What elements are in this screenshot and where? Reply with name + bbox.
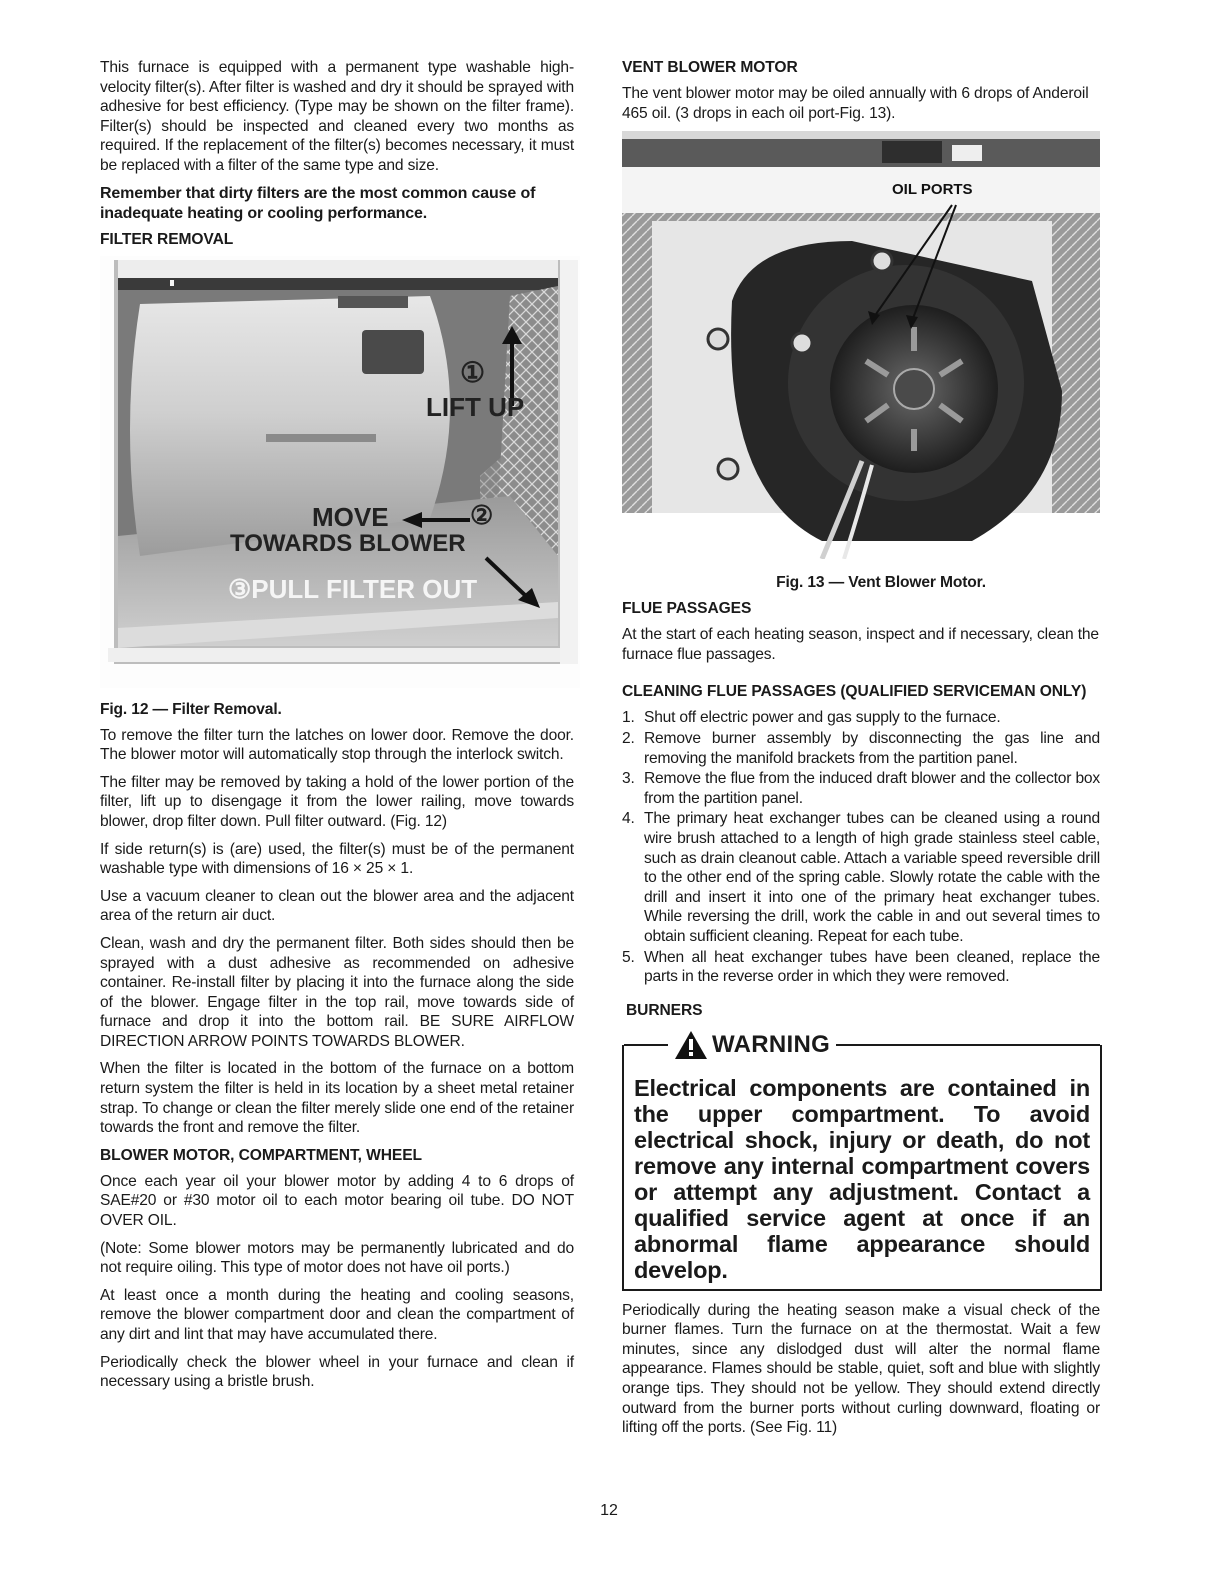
remove-filter-paragraph: To remove the filter turn the latches on lower door. Remove the door. The blower motor will automatically stop through the interlock switch. <box>100 726 574 764</box>
warning-triangle-icon <box>674 1030 708 1060</box>
figure-13-vent-blower-photo <box>622 131 1102 559</box>
step-text: When all heat exchanger tubes have been cleaned, replace the parts in the reverse order in which they were removed. <box>644 948 1100 986</box>
step-text: The primary heat exchanger tubes can be cleaned using a round wire brush attached to a length of high grade stainless steel cable, such as drain cleanout cable. Attach a variable speed reversible drill to the other end of the spring cable. Slowly rotate the cable with the drill and insert it into one of the primary heat exchanger tubes. While reversing the drill, work the cable in and out several times to obtain sufficient cleaning. Repeat for each tube. <box>644 810 1100 945</box>
pull-filter-out-label: ③PULL FILTER OUT <box>228 573 478 604</box>
page-number: 12 <box>600 1502 618 1519</box>
compartment-cleaning-paragraph: At least once a month during the heating and cooling seasons, remove the blower compartment door and clean the compartment of any dirt and lint that may have accumulated there. <box>100 1286 574 1343</box>
step-number: 2. <box>622 729 635 747</box>
blower-motor-heading: BLOWER MOTOR, COMPARTMENT, WHEEL <box>100 1146 422 1164</box>
burner-flames-paragraph: Periodically during the heating season make a visual check of the burner flames. Turn the furnace on at the thermostat. Wait a few minutes, since any dislodged dust will alter the normal flame appearance. Flames should be stable, quiet, soft and blue with slightly orange tips. They should not be yellow. They should extend directly outward from the burner ports without curling downward, floating or lifting off the ports. (See Fig. 11) <box>622 1301 1100 1437</box>
lubrication-note-paragraph: (Note: Some blower motors may be permanently lubricated and do not require oiling. This type of motor does not have oil ports.) <box>100 1239 574 1277</box>
list-item <box>622 708 1100 728</box>
warning-header <box>624 1031 1100 1059</box>
step-number: 4. <box>622 810 635 828</box>
list-item <box>622 809 1100 946</box>
right-column <box>622 58 1100 1446</box>
filter-intro-paragraph: This furnace is equipped with a permanent type washable high-velocity filter(s). After filter is washed and dry it should be sprayed with adhesive for best efficiency. (Type may be shown on the filter frame). Filter(s) should be inspected and cleaned every two months as required. If the replacement of the filter(s) becomes necessary, it must be replaced with a filter of the same type and size. <box>100 59 574 174</box>
filter-lift-paragraph: The filter may be removed by taking a hold of the lower portion of the filter, lift up to disengage it from the lower railing, move towards blower, drop filter down. Pull filter outward. (Fig. 12) <box>100 773 574 830</box>
step-text: Shut off electric power and gas supply to the furnace. <box>644 709 1001 727</box>
oil-ports-label: OIL PORTS <box>892 181 973 199</box>
clean-filter-paragraph: Clean, wash and dry the permanent filter. Both sides should then be sprayed with a dust adhesive as recommended on adhesive container. Re-install filter by placing it into the furnace along the side of the blower. Engage filter in the top rail, move towards side of furnace and drop it into the bottom rail. BE SURE AIRFLOW DIRECTION ARROW POINTS TOWARDS BLOWER. <box>100 934 574 1050</box>
figure-12-caption: Fig. 12 — Filter Removal. <box>100 700 282 718</box>
cleaning-steps-list <box>622 708 1100 986</box>
figure-12-filter-removal-photo <box>100 256 580 688</box>
warning-rule-right <box>836 1044 1100 1046</box>
burners-heading: BURNERS <box>626 1001 703 1019</box>
step-number: 3. <box>622 770 635 788</box>
step-number: 1. <box>622 709 635 727</box>
vacuum-paragraph: Use a vacuum cleaner to clean out the blower area and the adjacent area of the return air duct. <box>100 887 574 925</box>
bottom-return-paragraph: When the filter is located in the bottom of the furnace on a bottom return system the filter is held in its location by a sheet metal retainer strap. To change or clean the filter merely slide one end of the retainer towards the front and remove the filter. <box>100 1060 574 1137</box>
warning-title-text: WARNING <box>712 1030 831 1058</box>
vent-blower-illustration <box>622 131 1102 559</box>
left-column <box>100 58 574 1400</box>
warning-rule-left <box>624 1044 668 1046</box>
filter-removal-heading: FILTER REMOVAL <box>100 230 234 248</box>
warning-title <box>668 1030 836 1060</box>
step-number: 5. <box>622 948 635 966</box>
lift-up-label: LIFT UP <box>426 391 525 422</box>
cleaning-flue-heading: CLEANING FLUE PASSAGES (QUALIFIED SERVICEMAN ONLY) <box>622 683 1087 701</box>
list-item <box>622 769 1100 808</box>
step-1-number: ① <box>460 356 486 388</box>
step-text: Remove the flue from the induced draft blower and the collector box from the partition panel. <box>644 770 1100 807</box>
warning-text: Electrical components are contained in the upper compartment. To avoid electrical shock, injury or death, do not remove any internal compartment covers or attempt any adjustment. Contact a qualified service agent at once if an abnormal flame appearance should develop. <box>634 1074 1090 1283</box>
vent-blower-paragraph: The vent blower motor may be oiled annually with 6 drops of Anderoil 465 oil. (3 drops in each oil port-Fig. 13). <box>622 85 1089 122</box>
flue-passages-paragraph: At the start of each heating season, inspect and if necessary, clean the furnace flue passages. <box>622 626 1099 663</box>
list-item <box>622 948 1100 987</box>
dirty-filter-note: Remember that dirty filters are the most common cause of inadequate heating or cooling performance. <box>100 184 536 222</box>
towards-blower-label: TOWARDS BLOWER <box>230 529 466 557</box>
list-item <box>622 729 1100 768</box>
side-return-paragraph: If side return(s) is (are) used, the filter(s) must be of the permanent washable type with dimensions of 16 × 25 × 1. <box>100 840 574 878</box>
filter-removal-illustration <box>100 256 580 688</box>
oil-motor-paragraph: Once each year oil your blower motor by adding 4 to 6 drops of SAE#20 or #30 motor oil to each motor bearing oil tube. DO NOT OVER OIL. <box>100 1172 574 1230</box>
step-2-number: ② <box>470 499 494 530</box>
warning-box <box>622 1030 1102 1291</box>
figure-13-caption: Fig. 13 — Vent Blower Motor. <box>776 574 986 592</box>
step-text: Remove burner assembly by disconnecting the gas line and removing the manifold brackets from the partition panel. <box>644 729 1100 767</box>
blower-wheel-paragraph: Periodically check the blower wheel in your furnace and clean if necessary using a bristle brush. <box>100 1353 574 1391</box>
flue-passages-heading: FLUE PASSAGES <box>622 600 752 618</box>
vent-blower-motor-heading: VENT BLOWER MOTOR <box>622 59 798 76</box>
move-label: MOVE <box>312 501 389 532</box>
